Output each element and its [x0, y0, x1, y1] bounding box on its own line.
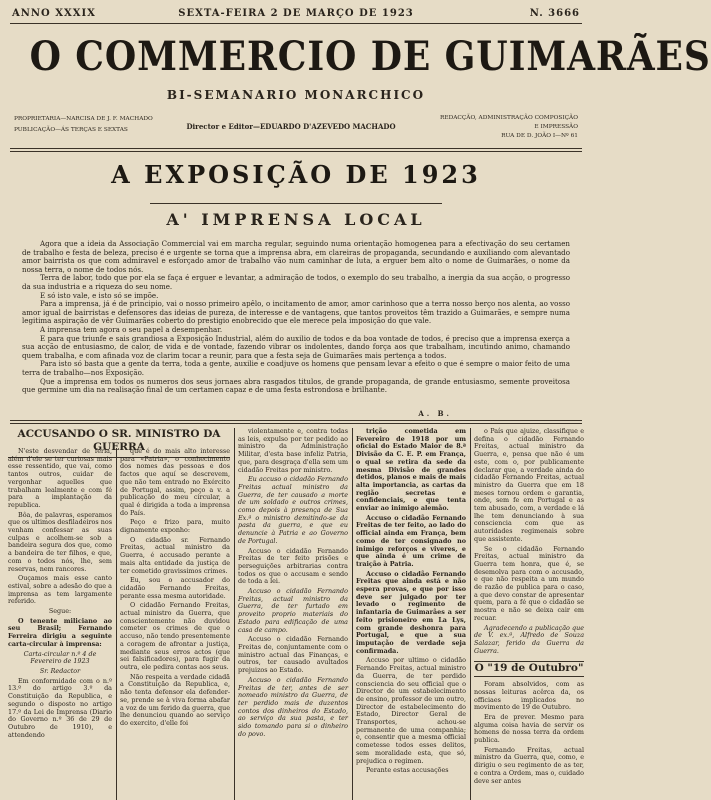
paragraph: Eu, sou o accusador do cidadão Fernando Freitas, perante essa mesma autoridade. — [120, 576, 230, 600]
paragraph: O tenente miliciano ao seu Brasil; Fernando Ferreira dirigiu a seguinte carta-circular à imprensa: — [8, 616, 112, 648]
column-3 — [238, 428, 348, 800]
office-line-2: E IMPRESSÃO — [534, 124, 578, 130]
column-5 — [474, 428, 584, 800]
publisher-info — [14, 114, 184, 136]
paragraph: Accuso o cidadão Fernando Freitas de, conjuntamente com o ministro actual das Finanças, e outros, ter causado avultados prejuizos ao Estado. — [238, 635, 348, 675]
paragraph: Em conformidade com o n.º 13.º do artigo 3.º da Constituição da Republica, e segundo o disposto no artigo 17.º da Lei de Imprensa (Diario do Governo n.º 36 de 29 de Outubro de 1910), e attendendo — [8, 676, 112, 739]
year-label: ANNO XXXIX — [12, 8, 96, 19]
main-headline: A EXPOSIÇÃO DE 1923 — [111, 160, 481, 189]
lead-article — [22, 240, 570, 404]
paragraph: Accuso o cidadão Fernando Freitas de ter feito prisões e perseguições arbitrarias contra todos os que o accusam e sendo de toda a lei. — [238, 546, 348, 586]
paragraph: violentamente e, contra todas as leis, expulso por ter pedido ao ministro da Administração Militar, d'esta base infeliz Patria, que, para desgraça d'ella sem um cidadão Freitas por ministro. — [238, 427, 348, 474]
letter-salutation: Sr. Redactor — [39, 666, 81, 675]
paragraph: que é do mais alto interesse para «Patria», o conhecimento dos nomes das pessoas e dos factos que aquí se descrevem, que não tem entrado no Exército de Portugal, assim, peço a v. a publicação do meu circular, a qual é dirigida a toda a imprensa do País. — [120, 447, 230, 517]
publication-days: PUBLICAÇÃO—ÁS TERÇAS E SEXTAS — [14, 127, 128, 133]
paragraph: Se o cidadão Fernando Freitas, actual ministro da Guerra tem honra, que é, se desemolva para com o accusado, e que não respeita a um mundo de razão de publica para o caso, a que devo constar de apresentar quem, para a fé que o cidadão se mostra e não se deixa cair em recuar. — [474, 544, 584, 622]
paragraph: o País que ajuize, classifique e defina o cidadão Fernando Freitas, actual ministro da Guerra, e, pensa que não é um este, com o, por publicamente declarar que, a verdade ainda do cidadão Fernando Freitas, actual ministro da Guerra que em 18 meses tornou ordem e garantia, onde, sem fe em Portugal e as tem abusado, com, a verdade e lá lhe tem denunciando à sua consciencia com que as autoridades regimenais sobre que assistente. — [474, 427, 584, 543]
article-title-19-outubro: O "19 de Outubro" — [474, 661, 584, 677]
masthead-rule — [10, 148, 582, 149]
issue-date: SEXTA-FEIRA 2 DE MARÇO DE 1923 — [178, 8, 414, 19]
article-columns — [8, 428, 584, 800]
director-line: Director e Editor—EDUARDO D'AZEVEDO MACHADO — [186, 122, 396, 131]
lead-paragraph: Que a imprensa em todos os numeros dos seus jornaes abra rasgados titulos, de grande propaganda, de grande entusiasmo, semente proveitosa que germine um dia na realisação final de um certamen capaz e de uma festa estrondosa e brilhante. — [22, 376, 570, 395]
lead-paragraph: Para a imprensa, já é de principio, vai o nosso primeiro apêlo, o incitamento de amor, amor carinhoso que a terra nosso berço nos alenta, ao vosso amor igual de bairristas e defensores das ideias de pureza, de interesse e de vantagens, que tantos proveitos têm trazido a Guimarães, e sempre numa legitima aspiração de vêr Guimarães coberto do prestigio enobrecido que ele merece pela imposição do que vale. — [22, 299, 570, 326]
lead-signature: A. B. — [418, 409, 452, 418]
paragraph: Ouçamos mais esse canto estival, sobre a adesão do que a imprensa as tem largamente referido. — [8, 574, 112, 606]
lead-paragraph: E para que triunfe e sais grandiosa a Exposição Industrial, além do auxilio de todos e da boa vontade de todos, é preciso que a imprensa exerça a sua acção de entusiasmo, de calor, de vida e de vontade, fazendo vibrar os indolentes, dando força aos que trabalham, incutindo animo, chamando quem trabalha, e com afinada voz de clarim tocar a reunir, para que a festa seja de Guimarães mais pertença a todos. — [22, 333, 570, 360]
paragraph: N'este desvendar de feria, além d'ele se ter curiosas mais esse ressentido, que vai, como tantos outros, cuidar de vergonhar aquelles que trabalham lealmente e com fé para a implantação da republica. — [8, 447, 112, 509]
lead-paragraph: Terra de labor, todo que por ela se faça é erguer e levantar, a admiração de todos, o exemplo do seu trabalho, a inergia da sua acção, o progresso da sua industria e a riqueza do seu nome. — [22, 273, 570, 291]
paragraph: Accuso o cidadão Fernando Freitas, actual ministro da Guerra, de ter furtado em proveito proprio materiais do Estado para edificação de uma casa de campo. — [238, 587, 348, 634]
paragraph: Accuso o cidadão Fernando Freitas de ter feito, ao lado do official ainda em França, bem como de ter consignado no inimigo reforços e viveres, e que ainda é um crime de traição à Patria. — [356, 513, 466, 568]
paragraph: Accuso o cidadão Fernando Freitas de ter, antes de ser nomeado ministro da Guerra, de ter perdido mais de duzentos contos dos dinheiros do Estado, ao serviço da sua pasta, e ter sido tomando para si o dinheiro do povo. — [238, 675, 348, 738]
column-1 — [8, 448, 112, 800]
section-rule-2 — [10, 423, 582, 424]
lead-paragraph: A imprensa tem agora o seu papel a desempenhar. — [40, 324, 223, 334]
paragraph: Accuso por ultimo o cidadão Fernando Freitas, actual ministro da Guerra, de ter perdido consciencia do seu official que o Director de um estabelecimento de ensino, professor de um outro, Director de estabelecimento do Estado, Director Geral de Transportes, achou-se permanente de uma companhia; e, consentir que a mesma official cometesse todos esses delitos, sem moralidade esta, que só, prejudica o regimen. — [356, 656, 466, 765]
newspaper-title: O COMMERCIO DE GUIMARÃES — [29, 33, 711, 80]
paragraph: O cidadão sr. Fernando Freitas, actual ministro da Guerra, é accusado perante a mais alta entidade da justiça de ter cometido gravissimos crimes. — [120, 535, 230, 575]
letter-date: Carta-circular n.º 4 de Fevereiro de 1923 — [23, 649, 97, 666]
column-4 — [356, 428, 466, 800]
office-address: RUA DE D. JOÃO I—Nº 61 — [501, 133, 578, 139]
paragraph: Perante estas accusações — [366, 766, 449, 775]
sub-headline: A' IMPRENSA LOCAL — [166, 210, 426, 229]
paragraph: Era de prever. Mesmo para alguma coisa havia de servir os homens de nossa terra da ordem publica. — [474, 712, 584, 745]
top-rule — [10, 23, 582, 24]
newspaper-subtitle: BI-SEMANARIO MONARCHICO — [166, 88, 426, 102]
office-line-1: REDACÇÃO, ADMINISTRAÇÃO COMPOSIÇÃO — [439, 115, 578, 121]
article-title: ACCUSANDO O SR. MINISTRO DA GUERRA — [8, 428, 230, 458]
paragraph: Accuso o cidadão Fernando Freitas que ainda está e não espera provas, e que por isso deve ser julgado por ter levado o regimento de infantaria de Guimarães a ser feito prisioneiro em La Lys, com grande deshonra para Portugal, e que a sua imputação de verdade seja confirmada. — [356, 569, 466, 655]
column-divider — [470, 428, 471, 800]
column-divider — [352, 428, 353, 800]
lead-paragraph: Para isto só basta que a gente da terra, toda a gente, auxilie e coadjuve os homens que pensam levar a efeito o que é sempre o maior feito de uma terra de trabalho—nos Exposição. — [22, 359, 570, 377]
column-divider — [234, 428, 235, 800]
article-accusation — [8, 428, 230, 800]
paragraph: Eu accuso o cidadão Fernando Freitas actual ministro da Guerra, de ter causado a morte de um soldado e outros crimes, como depois à presença de Sua Ex.ª o ministro demitindo-se da pasta da guerra, e que eu denuncie à Patria e ao Governo de Portugal. — [238, 475, 348, 545]
paragraph: Agradecendo a publicação que de V. ex.ª, Alfredo de Souza Salazar, ferido da Guerra da Guerra. — [474, 623, 584, 655]
proprietor-line: PROPRIETARIA—NARCISA DE J. F. MACHADO — [14, 116, 153, 122]
paragraph: Segue: — [48, 607, 72, 616]
paragraph: O cidadão Fernando Freitas, actual ministro da Guerra, que conscientemente não duvidou cometer os crimes de que o accuso, não tendo presentemente a coragem de afrontar a justiça, mediante seus erros actos (que sei falsificadores), para fugir da outra, ele pedira contas aos seus. — [120, 601, 230, 671]
paragraph: Não respeita a verdade cidadã a Constituição da Republica, e, não tenta defensor ela defender-se, prende se à viva forma abafar a voz de um ferido da guerra, que lhe denunciou quando ao serviço do exercito, d'elle foi — [120, 672, 230, 727]
lead-paragraph: E só isto vale, e isto só se impõe. — [40, 290, 159, 300]
lead-paragraph: Agora que a ideia da Associação Commercial vai em marcha regular, seguindo numa orientação homogenea para a efectivação do seu certamen de trabalho e festa de beleza, preciso é e urgente se torna que a imprensa abra, em clareiras de propaganda, secundando e auxiliando com alevantado amor bairrista os que com admiravel e esforçado amor de trabalho vão num caminhar de luta, a erguer bem alto o nome de Guimarães, o nome da nossa terra, o nome de todos nós. — [22, 239, 570, 274]
column-divider — [116, 448, 117, 800]
paragraph: Bôa, de palavras, esperamos que os ultimos desfiladeiros nos venham confessar as suas culpas e acolhem-se sob a bandeira segura dos que, como a bandeira de ter filhos, e que, com o todos nós, lhe, sem reservas, nem rancores. — [8, 510, 112, 573]
column-2 — [120, 448, 230, 800]
issue-number: N. 3666 — [529, 8, 580, 19]
paragraph: Fernando Freitas, actual ministro da Guerra, que, como, e dirigiu o seu regimento de as ter, e contra a Ordem, mas o, cuidado deve ser antes — [474, 745, 584, 785]
masthead-rule-2 — [10, 151, 582, 152]
paragraph: trição cometida em Fevereiro de 1918 por um oficial do Estado Maior de 8.ª Divisão da C. E. P. em França, o qual se retira da sede da mesma Divisão de grandes detidos, planos e mais de mais alta importancia, as cartas da região secretas e confidenciais, e que tenta enviar ao inimigo alemão. — [356, 427, 466, 513]
top-dateline — [12, 8, 580, 22]
office-info — [408, 114, 578, 141]
headline-rule — [150, 203, 442, 204]
paragraph: Peço e frizo para, muito dignamente exponho: — [120, 518, 230, 535]
paragraph: Foram absolvidos, com as nossas leituras acêrca da, os officiaes implicados no movimento de 19 de Outubro. — [474, 680, 584, 712]
section-rule — [10, 420, 582, 421]
